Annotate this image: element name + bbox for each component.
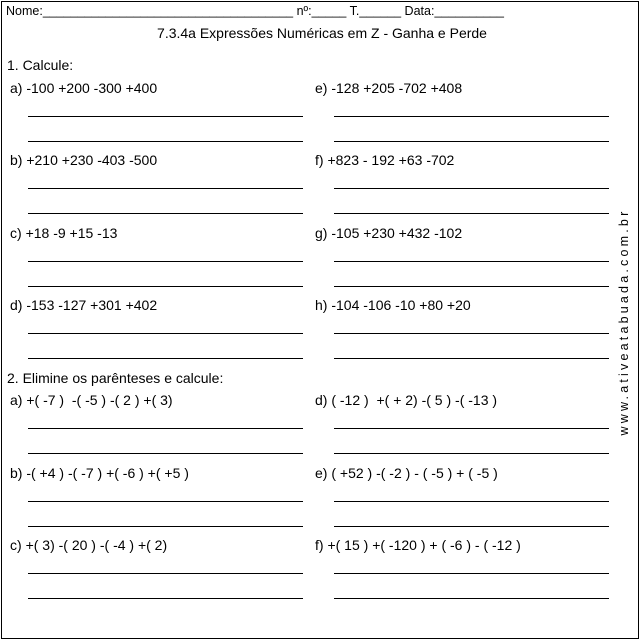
answer-line[interactable] (28, 333, 303, 334)
exercise-expression: ( -12 ) +( + 2) -( 5 ) -( -13 ) (331, 392, 498, 408)
exercise-label: d) (315, 392, 328, 408)
answer-line[interactable] (334, 428, 609, 429)
exercise-expression: +( -7 ) -( -5 ) -( 2 ) +( 3) (26, 392, 173, 408)
exercise-expression: +823 - 192 +63 -702 (327, 152, 455, 169)
exercise-item (10, 537, 167, 553)
exercise-expression: -153 -127 +301 +402 (26, 296, 158, 313)
exercise-item (315, 80, 462, 96)
exercise-item (315, 225, 462, 241)
worksheet-title: 7.3.4a Expressões Numéricas em Z - Ganha e Perde (157, 25, 487, 41)
exercise-label: c) (10, 224, 22, 241)
exercise-item (315, 465, 498, 481)
answer-line[interactable] (334, 598, 609, 599)
exercise-label: a) (10, 80, 23, 96)
turma-label: T. (349, 4, 360, 18)
exercise-label: a) (10, 392, 23, 408)
answer-line[interactable] (28, 598, 303, 599)
answer-line[interactable] (334, 526, 609, 527)
answer-line[interactable] (334, 261, 609, 262)
section-heading: 1. Calcule: (7, 57, 74, 73)
exercise-item (315, 297, 471, 313)
answer-line[interactable] (334, 188, 609, 189)
nome-blank[interactable]: ____________________________________ (42, 4, 294, 18)
answer-line[interactable] (28, 453, 303, 454)
exercise-expression: -( +4 ) -( -7 ) +( -6 ) +( +5 ) (26, 464, 189, 481)
exercise-expression: -104 -106 -10 +80 +20 (331, 296, 471, 313)
exercise-expression: +( 15 ) +( -120 ) + ( -6 ) - ( -12 ) (327, 537, 521, 553)
exercise-label: f) (315, 152, 324, 169)
exercise-label: g) (315, 224, 328, 241)
exercise-expression: +( 3) -( 20 ) -( -4 ) +( 2) (25, 537, 168, 553)
exercise-label: h) (315, 296, 328, 313)
exercise-item (315, 152, 454, 168)
answer-line[interactable] (334, 501, 609, 502)
exercise-label: f) (315, 537, 324, 553)
data-blank[interactable]: __________ (434, 4, 504, 18)
turma-blank[interactable]: ______ (359, 4, 402, 18)
exercise-item (10, 80, 157, 96)
answer-line[interactable] (28, 573, 303, 574)
answer-line[interactable] (334, 358, 609, 359)
exercise-label: b) (10, 464, 23, 481)
exercise-item (10, 152, 157, 168)
nome-label: Nome: (6, 4, 43, 18)
exercise-expression: -128 +205 -702 +408 (331, 80, 463, 96)
answer-line[interactable] (28, 501, 303, 502)
answer-line[interactable] (334, 213, 609, 214)
answer-line[interactable] (334, 116, 609, 117)
exercise-expression: ( +52 ) -( -2 ) - ( -5 ) + ( -5 ) (331, 464, 498, 481)
exercise-label: d) (10, 296, 23, 313)
answer-line[interactable] (28, 526, 303, 527)
numero-label: nº: (296, 4, 312, 18)
exercise-label: e) (315, 80, 328, 96)
numero-blank[interactable]: _____ (311, 4, 347, 18)
exercise-label: c) (10, 537, 22, 553)
exercise-item (315, 537, 521, 553)
exercise-expression: -105 +230 +432 -102 (331, 224, 463, 241)
answer-line[interactable] (28, 116, 303, 117)
data-label: Data: (404, 4, 435, 18)
answer-line[interactable] (28, 286, 303, 287)
answer-line[interactable] (28, 358, 303, 359)
exercise-item (10, 465, 189, 481)
exercise-expression: +210 +230 -403 -500 (26, 152, 158, 169)
answer-line[interactable] (334, 453, 609, 454)
answer-line[interactable] (28, 141, 303, 142)
answer-line[interactable] (28, 188, 303, 189)
answer-line[interactable] (334, 286, 609, 287)
answer-line[interactable] (28, 261, 303, 262)
exercise-label: b) (10, 152, 23, 169)
answer-line[interactable] (334, 573, 609, 574)
website-watermark: www.ativeatabuada.com.br (617, 208, 631, 436)
student-info-header (6, 4, 504, 18)
exercise-expression: -100 +200 -300 +400 (26, 80, 158, 96)
exercise-item (315, 392, 497, 408)
section-heading: 2. Elimine os parênteses e calcule: (7, 370, 224, 386)
exercise-item (10, 225, 117, 241)
exercise-item (10, 392, 173, 408)
answer-line[interactable] (28, 428, 303, 429)
exercise-label: e) (315, 464, 328, 481)
answer-line[interactable] (334, 333, 609, 334)
exercise-item (10, 297, 157, 313)
answer-line[interactable] (28, 213, 303, 214)
exercise-expression: +18 -9 +15 -13 (25, 224, 118, 241)
answer-line[interactable] (334, 141, 609, 142)
